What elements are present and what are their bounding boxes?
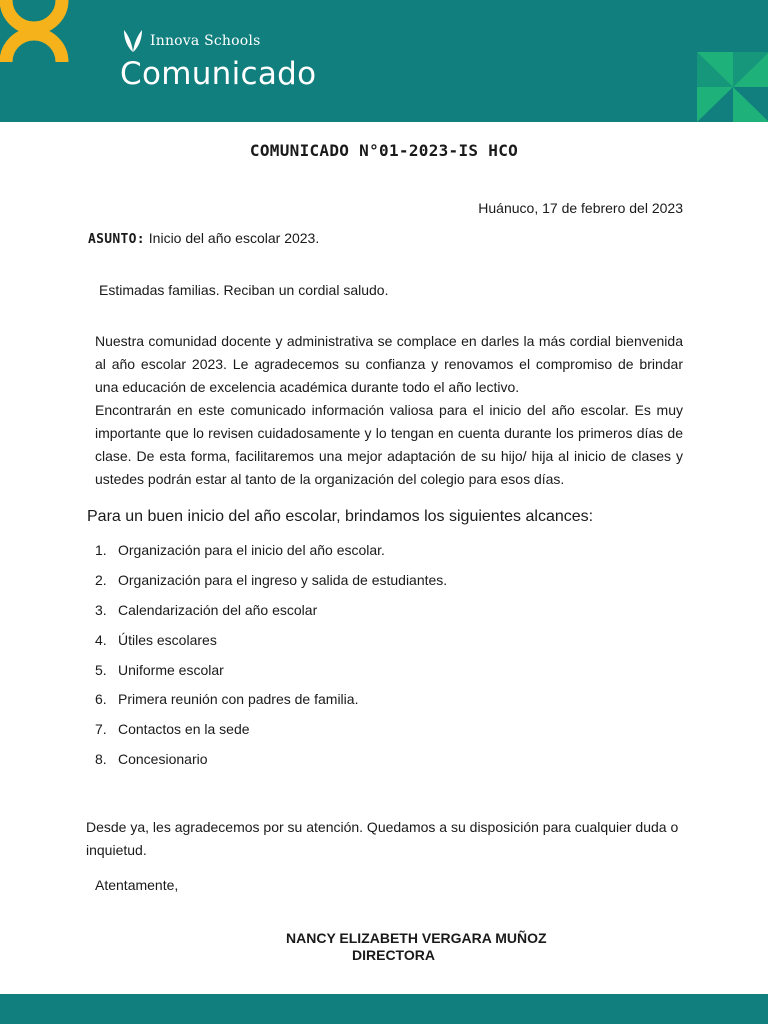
signer-name: NANCY ELIZABETH VERGARA MUÑOZ [286, 930, 547, 946]
signature-block [286, 930, 547, 964]
list-item-text: Primera reunión con padres de familia. [118, 691, 359, 708]
list-item [95, 630, 447, 660]
list-item-text: Calendarización del año escolar [118, 601, 318, 618]
innova-leaf-icon [120, 28, 146, 54]
paragraph: Encontrarán en este comunicado información valiosa para el inicio del año escolar. Es muy importante que lo revisen cuidadosamente y lo tengan en cuenta durante los primeros días de clase. De esta forma, facilitaremos una mejor adaptación de su hijo/ hija al inicio de clases y ustedes podrán estar al tanto de la organización del colegio para esos días. [95, 402, 683, 487]
list-intro: Para un buen inicio del año escolar, brindamos los siguientes alcances: [87, 508, 594, 525]
brand-name: Innova Schools [150, 33, 261, 49]
list-item-text: Organización para el inicio del año escolar. [118, 542, 385, 558]
list-item-number: 6. [95, 691, 107, 708]
subject-line [88, 230, 319, 247]
list-item-number: 3. [95, 601, 107, 618]
list-item-text: Organización para el ingreso y salida de estudiantes. [118, 571, 448, 588]
footer-band [0, 994, 768, 1024]
list-item-number: 4. [95, 631, 107, 648]
list-item-text: Contactos en la sede [118, 721, 250, 738]
subject-text: Inicio del año escolar 2023. [144, 230, 320, 246]
list-item [95, 570, 447, 600]
list-item-text: Uniforme escolar [118, 661, 224, 678]
body-text [95, 330, 683, 491]
list-item-number: 8. [95, 751, 107, 768]
signer-role: DIRECTORA [352, 947, 435, 963]
sign-off: Atentamente, [95, 877, 179, 893]
list-item-text: Útiles escolares [118, 631, 217, 648]
pinwheel-decoration [697, 52, 768, 122]
list-item-number: 5. [95, 661, 107, 678]
list-item-text: Concesionario [118, 751, 208, 768]
list-item [95, 660, 447, 690]
subject-label: ASUNTO: [88, 232, 145, 247]
list-item-number: 1. [95, 542, 107, 558]
closing-paragraph: Desde ya, les agradecemos por su atención. Quedamos a su disposición para cualquier duda o inquietud. [86, 819, 679, 858]
yellow-circle-logo [0, 0, 72, 70]
greeting: Estimadas familias. Reciban un cordial saludo. [99, 282, 389, 298]
list-item-number: 2. [95, 571, 107, 588]
list-item [95, 689, 447, 719]
list-item [95, 600, 447, 630]
header-banner [0, 0, 768, 122]
scope-list [95, 540, 447, 779]
document-title: COMUNICADO N°01-2023-IS HCO [249, 141, 519, 160]
place-date: Huánuco, 17 de febrero del 2023 [478, 200, 683, 216]
paragraph: Nuestra comunidad docente y administrativa se complace en darles la más cordial bienvenida al año escolar 2023. Le agradecemos su confianza y renovamos el compromiso de brindar una educación de excelencia académica durante todo el año lectivo. [95, 333, 683, 395]
header-title: Comunicado [120, 56, 317, 92]
list-item [95, 719, 447, 749]
list-item-number: 7. [95, 721, 107, 738]
list-item [95, 749, 447, 779]
brand [120, 28, 260, 54]
list-item [95, 540, 447, 570]
